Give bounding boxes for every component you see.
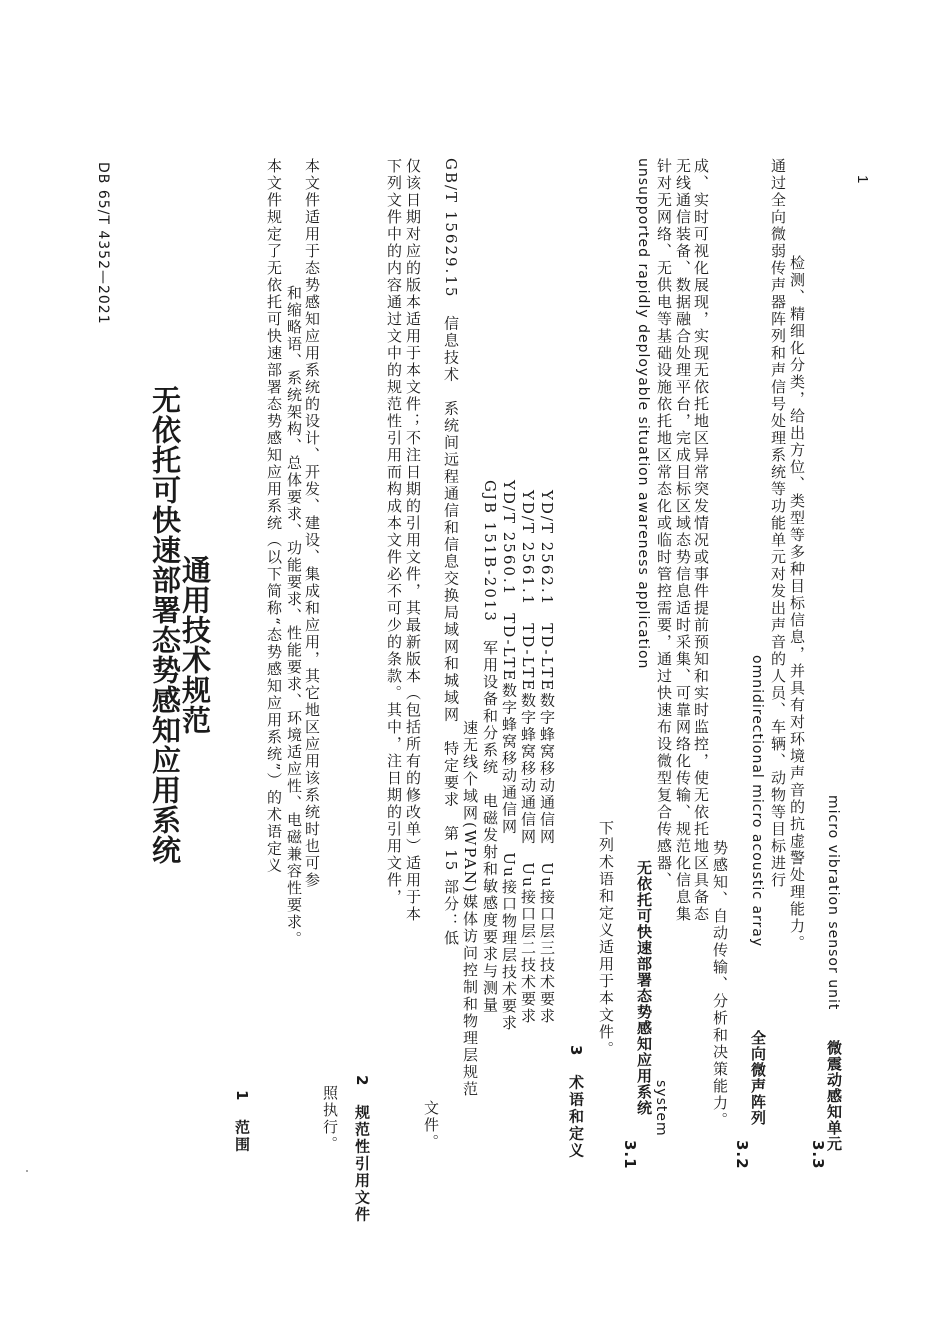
reference-item: YD/T 2560.1 TD-LTE数字蜂窝移动通信网 Uu接口物理层技术要求 xyxy=(500,480,518,1032)
scope-para1-line2: 和缩略语、系统架构、总体要求、功能要求、性能要求、环境适应性、电磁兼容性要求。 xyxy=(285,285,303,948)
term-3-3-chinese: 微震动感知单元 xyxy=(825,1040,843,1152)
reference-item: GB/T 15629.15 信息技术 系统间远程通信和信息交换局域网和城域网 特定要求 第 15 部分：低 xyxy=(442,158,460,948)
standard-number: DB 65/T 4352—2021 xyxy=(95,162,111,325)
scan-speck xyxy=(26,1170,28,1172)
scope-para2-line1: 本文件适用于态势感知应用系统的设计、开发、建设、集成和应用，其它地区应用该系统时也可参 xyxy=(303,158,321,889)
document-title-line1: 无依托可快速部署态势感知应用系统 xyxy=(148,385,182,865)
section-heading-scope: 1 范围 xyxy=(233,1090,251,1154)
reference-item: YD/T 2561.1 TD-LTE数字蜂窝移动通信网 Uu接口层二技术要求 xyxy=(519,490,537,1025)
term-number-3-2: 3.2 xyxy=(733,1140,751,1170)
term-3-1-chinese: 无依托可快速部署态势感知应用系统 xyxy=(635,860,653,1116)
document-title-line2: 通用技术规范 xyxy=(178,555,212,735)
term-3-1-definition-line4: 势感知、自动传输、分析和决策能力。 xyxy=(711,840,729,1129)
term-3-1-english-line2: system xyxy=(653,1080,669,1137)
term-3-2-definition-line1: 通过全向微弱传声器阵列和声信号处理系统等功能单元对发出声音的人员、车辆、动物等目标进行 xyxy=(769,158,787,889)
term-3-3-english: micro vibration sensor unit xyxy=(825,795,841,1011)
terms-intro: 下列术语和定义适用于本文件。 xyxy=(597,820,615,1058)
reference-item: YD/T 2562.1 TD-LTE数字蜂窝移动通信网 Uu接口层三技术要求 xyxy=(538,490,556,1025)
term-3-1-english-line1: unsupported rapidly deployable situation awareness application xyxy=(635,158,651,670)
page-number: 1 xyxy=(854,175,871,184)
scope-para2-line2: 照执行。 xyxy=(321,1085,339,1153)
normative-intro-line1: 下列文件中的内容通过文中的规范性引用而构成本文件必不可少的条款。其中，注日期的引用文件， xyxy=(385,158,403,906)
term-3-1-definition-line1: 针对无网络、无供电等基础设施依托地区常态化或临时管控需要，通过快速布设微型复合传感器、 xyxy=(655,158,673,889)
normative-intro-line3: 文件。 xyxy=(422,1100,440,1151)
section-heading-normative: 2 规范性引用文件 xyxy=(353,1075,371,1224)
term-3-1-definition-line2: 无线通信装备、数据融合处理平台，完成目标区域态势信息适时采集、可靠网络化传输、规范化信息集 xyxy=(674,158,692,923)
scope-para1-line1: 本文件规定了无依托可快速部署态势感知应用系统（以下简称“态势感知应用系统”）的术语定义 xyxy=(265,158,283,875)
term-3-1-definition-line3: 成、实时可视化展现，实现无依托地区异常突发情况或事件提前预知和实时监控，使无依托地区具备态 xyxy=(692,158,710,923)
reference-item: 速无线个域网(WPAN)媒体访问控制和物理层规范 xyxy=(461,720,479,1098)
term-number-3-1: 3.1 xyxy=(621,1140,639,1170)
term-3-2-definition-line2: 检测、精细化分类，给出方位、类型等多种目标信息，并具有对环境声音的抗虚警处理能力。 xyxy=(788,255,806,952)
term-3-2-english: omnidirectional micro acoustic array xyxy=(749,655,765,948)
reference-item: GJB 151B-2013 军用设备和分系统 电磁发射和敏感度要求与测量 xyxy=(481,480,499,1014)
term-3-2-chinese: 全向微声阵列 xyxy=(749,1030,767,1126)
normative-intro-line2: 仅该日期对应的版本适用于本文件；不注日期的引用文件，其最新版本（包括所有的修改单）适用于本 xyxy=(404,158,422,923)
section-heading-terms: 3 术语和定义 xyxy=(567,1045,585,1160)
term-number-3-3: 3.3 xyxy=(809,1140,827,1170)
